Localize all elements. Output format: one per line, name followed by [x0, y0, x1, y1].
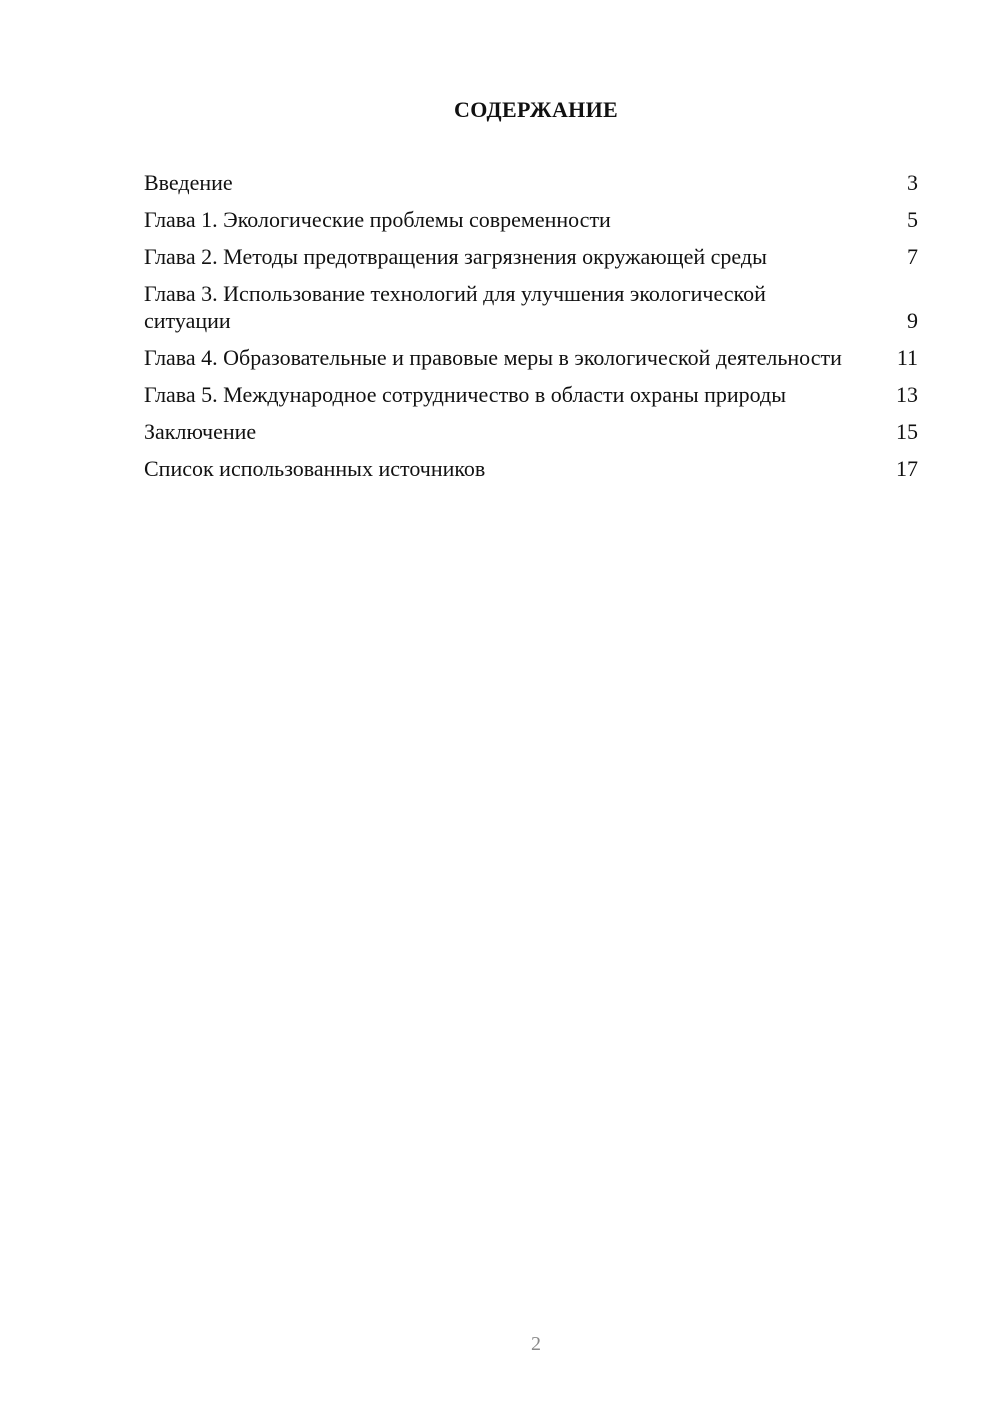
toc-entry-references — [144, 455, 918, 482]
toc-entry-text: Глава 5. Международное сотрудничество в области охраны природы — [144, 382, 787, 407]
toc-entry-page: 7 — [907, 244, 918, 269]
toc-entry-text: Глава 2. Методы предотвращения загрязнения окружающей среды — [144, 244, 767, 269]
table-of-contents — [144, 169, 918, 492]
toc-entry-chapter-1 — [144, 206, 918, 233]
toc-entry-page: 17 — [896, 456, 918, 481]
toc-title: СОДЕРЖАНИЕ — [454, 97, 618, 122]
toc-entry-text: Заключение — [144, 419, 257, 444]
toc-entry-page: 15 — [896, 419, 918, 444]
toc-entry-introduction — [144, 169, 918, 196]
toc-entry-text: Глава 3. Использование технологий для улучшения экологической ситуации — [144, 281, 766, 333]
toc-entry-chapter-2 — [144, 243, 918, 270]
toc-entry-page: 5 — [907, 207, 918, 232]
toc-entry-text: Глава 1. Экологические проблемы современности — [144, 207, 611, 232]
toc-entry-conclusion — [144, 418, 918, 445]
toc-entry-chapter-5 — [144, 381, 918, 408]
toc-entry-page: 3 — [907, 170, 918, 195]
toc-entry-chapter-3 — [144, 280, 918, 334]
toc-entry-page: 13 — [896, 382, 918, 407]
toc-entry-text: Введение — [144, 170, 233, 195]
toc-entry-page: 9 — [907, 308, 918, 333]
toc-entry-text: Глава 4. Образовательные и правовые меры в экологической деятельности — [144, 345, 842, 370]
toc-entry-chapter-4 — [144, 344, 918, 371]
toc-entry-text: Список использованных источников — [144, 456, 486, 481]
page-number: 2 — [531, 1333, 541, 1355]
toc-entry-page: 11 — [896, 345, 918, 370]
